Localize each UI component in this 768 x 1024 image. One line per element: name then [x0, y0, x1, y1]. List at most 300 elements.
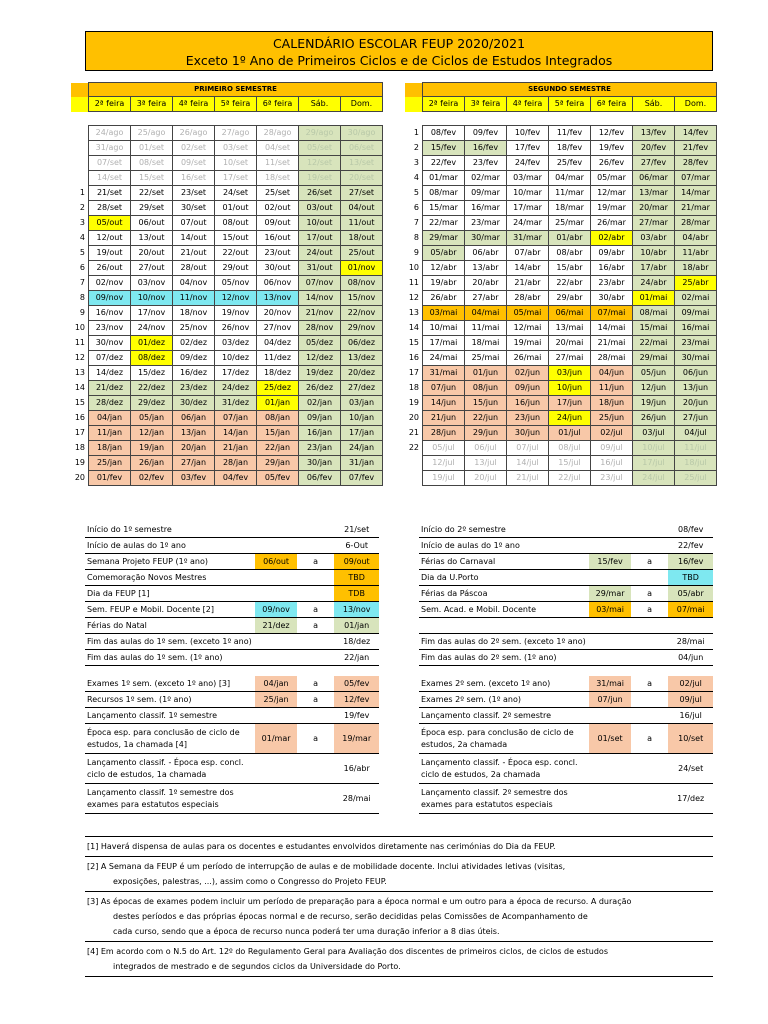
info-row	[85, 754, 379, 784]
date-cell: 29/mai	[633, 351, 675, 366]
date-cell: 17/mar	[507, 201, 549, 216]
date-cell: 22/set	[131, 186, 173, 201]
info-start-date	[589, 708, 631, 724]
calendar-title: CALENDÁRIO ESCOLAR FEUP 2020/2021	[272, 36, 526, 51]
week-number: 7	[79, 278, 85, 287]
info-row	[85, 708, 379, 724]
week-row	[71, 441, 383, 456]
date-cell: 10/out	[299, 216, 341, 231]
date-cell: 24/abr	[633, 276, 675, 291]
info-label: Sem. Acad. e Mobil. Docente	[419, 602, 589, 618]
date-cell: 04/jan	[89, 411, 131, 426]
info-row	[419, 538, 713, 554]
info-start-date	[589, 754, 631, 784]
info-range-sep	[631, 650, 669, 666]
date-cell: 16/mai	[675, 321, 717, 336]
date-cell: 16/dez	[173, 366, 215, 381]
date-cell: 30/set	[173, 201, 215, 216]
week-number: 3	[79, 218, 85, 227]
first-semester-info-table	[85, 522, 379, 814]
info-range-sep	[631, 570, 669, 586]
date-cell: 22/fev	[423, 156, 465, 171]
date-cell: 03/jul	[633, 426, 675, 441]
date-cell: 08/mar	[423, 186, 465, 201]
week-number: 11	[74, 338, 85, 347]
week-row	[71, 351, 383, 366]
date-cell: 22/nov	[341, 306, 383, 321]
weekday-label: 3ª feira	[465, 97, 507, 112]
semester-header-row	[405, 83, 717, 97]
date-cell: 24/out	[299, 246, 341, 261]
info-start-date	[255, 522, 297, 538]
info-start-date: 21/dez	[255, 618, 297, 634]
date-cell: 26/out	[89, 261, 131, 276]
date-cell: 18/dez	[257, 366, 299, 381]
info-start-date: 31/mai	[589, 676, 631, 692]
date-cell: 16/out	[257, 231, 299, 246]
info-label: Fim das aulas do 1º sem. (1º ano)	[85, 650, 255, 666]
date-cell: 02/nov	[89, 276, 131, 291]
weekday-label: Sáb.	[299, 97, 341, 112]
week-number: 5	[79, 248, 85, 257]
date-cell: 08/set	[131, 156, 173, 171]
weekday-header-row	[405, 97, 717, 112]
info-range-sep	[631, 754, 669, 784]
info-row	[85, 602, 379, 618]
date-cell: 22/dez	[131, 381, 173, 396]
date-cell: 11/abr	[675, 246, 717, 261]
date-cell: 23/fev	[465, 156, 507, 171]
info-end-date: TDB	[334, 586, 379, 602]
date-cell: 03/dez	[215, 336, 257, 351]
date-cell: 04/mar	[549, 171, 591, 186]
date-cell: 10/abr	[633, 246, 675, 261]
week-row	[405, 126, 717, 141]
date-cell: 10/mar	[507, 186, 549, 201]
date-cell: 04/dez	[257, 336, 299, 351]
info-label: Início do 1º semestre	[85, 522, 255, 538]
week-row	[405, 291, 717, 306]
week-number	[405, 456, 423, 471]
date-cell: 21/jun	[423, 411, 465, 426]
date-cell: 19/mar	[591, 201, 633, 216]
date-cell: 09/abr	[591, 246, 633, 261]
date-cell: 10/jan	[341, 411, 383, 426]
date-cell: 02/mai	[675, 291, 717, 306]
week-number: 6	[413, 203, 419, 212]
week-row	[71, 246, 383, 261]
date-cell: 18/mar	[549, 201, 591, 216]
date-cell: 23/jul	[591, 471, 633, 486]
date-cell: 04/set	[257, 141, 299, 156]
info-start-date: 04/jan	[255, 676, 297, 692]
week-row	[71, 396, 383, 411]
info-row	[419, 708, 713, 724]
date-cell: 29/set	[131, 201, 173, 216]
info-start-date	[589, 538, 631, 554]
week-row	[71, 426, 383, 441]
date-cell: 23/abr	[591, 276, 633, 291]
date-cell: 23/dez	[173, 381, 215, 396]
week-number: 5	[413, 188, 419, 197]
info-label: Lançamento classif. 1º semestre dos exames para estatutos especiais	[85, 784, 255, 814]
info-start-date: 29/mar	[589, 586, 631, 602]
date-cell: 17/dez	[215, 366, 257, 381]
info-end-date: 18/dez	[334, 634, 379, 650]
date-cell: 17/abr	[633, 261, 675, 276]
footnote-text: [3] As épocas de exames podem incluir um período de preparação para a época normal e um outro para a época de recurso. A duração	[87, 897, 632, 906]
date-cell: 30/mar	[465, 231, 507, 246]
info-end-date: 09/jul	[668, 692, 713, 708]
week-number	[405, 471, 423, 486]
date-cell: 01/mai	[633, 291, 675, 306]
date-cell: 15/nov	[341, 291, 383, 306]
week-row	[405, 411, 717, 426]
date-cell: 08/jun	[465, 381, 507, 396]
week-row	[405, 441, 717, 456]
info-label: Lançamento classif. - Época esp. concl. ciclo de estudos, 1a chamada	[85, 754, 255, 784]
week-number: 3	[413, 158, 419, 167]
date-cell: 26/jun	[633, 411, 675, 426]
date-cell: 19/fev	[591, 141, 633, 156]
week-number: 2	[413, 143, 419, 152]
date-cell: 11/mai	[465, 321, 507, 336]
info-label: Semana Projeto FEUP (1º ano)	[85, 554, 255, 570]
date-cell: 05/nov	[215, 276, 257, 291]
date-cell: 07/out	[173, 216, 215, 231]
date-cell: 08/out	[215, 216, 257, 231]
date-cell: 03/abr	[633, 231, 675, 246]
date-cell: 25/mar	[549, 216, 591, 231]
date-cell: 31/ago	[89, 141, 131, 156]
date-cell: 31/mar	[507, 231, 549, 246]
date-cell: 14/nov	[299, 291, 341, 306]
info-range-sep: a	[297, 554, 335, 570]
week-row	[71, 126, 383, 141]
info-row	[85, 570, 379, 586]
week-row	[405, 156, 717, 171]
date-cell: 14/jul	[507, 456, 549, 471]
date-cell: 01/abr	[549, 231, 591, 246]
info-start-date: 07/jun	[589, 692, 631, 708]
info-range-sep	[297, 570, 335, 586]
info-range-sep	[297, 754, 335, 784]
date-cell: 27/abr	[465, 291, 507, 306]
info-start-date	[589, 570, 631, 586]
date-cell: 13/jan	[173, 426, 215, 441]
date-cell: 28/ago	[257, 126, 299, 141]
info-label: Início de aulas do 1º ano	[85, 538, 255, 554]
date-cell: 03/out	[299, 201, 341, 216]
footnote-continuation: cada curso, sendo que a época de recurso nunca poderá ter uma duração inferior a 8 dias úteis.	[113, 927, 500, 936]
week-number: 14	[408, 323, 419, 332]
date-cell: 23/nov	[89, 321, 131, 336]
date-cell: 23/set	[173, 186, 215, 201]
info-row	[85, 650, 379, 666]
date-cell: 07/jun	[423, 381, 465, 396]
week-row	[405, 366, 717, 381]
date-cell: 24/mai	[423, 351, 465, 366]
week-row	[405, 171, 717, 186]
info-end-date: 19/fev	[334, 708, 379, 724]
info-start-date	[589, 650, 631, 666]
date-cell: 24/mar	[507, 216, 549, 231]
date-cell: 05/abr	[423, 246, 465, 261]
week-row	[71, 186, 383, 201]
date-cell: 24/jul	[633, 471, 675, 486]
date-cell: 11/set	[257, 156, 299, 171]
info-label	[419, 618, 589, 634]
semester-label: PRIMEIRO SEMESTRE	[89, 83, 383, 97]
date-cell: 15/jan	[257, 426, 299, 441]
date-cell: 27/dez	[341, 381, 383, 396]
info-row	[85, 586, 379, 602]
date-cell: 30/jun	[507, 426, 549, 441]
week-number	[71, 156, 89, 171]
weekday-label: Sáb.	[633, 97, 675, 112]
date-cell: 14/jun	[423, 396, 465, 411]
date-cell: 24/fev	[507, 156, 549, 171]
date-cell: 07/jan	[215, 411, 257, 426]
week-row	[405, 186, 717, 201]
date-cell: 28/out	[173, 261, 215, 276]
week-row	[405, 231, 717, 246]
date-cell: 26/ago	[173, 126, 215, 141]
date-cell: 20/abr	[465, 276, 507, 291]
date-cell: 12/mar	[591, 186, 633, 201]
info-label: Férias do Carnaval	[419, 554, 589, 570]
info-range-sep	[631, 692, 669, 708]
date-cell: 01/jan	[257, 396, 299, 411]
second-semester-calendar	[405, 82, 717, 486]
date-cell: 21/jul	[507, 471, 549, 486]
info-label: Época esp. para conclusão de ciclo de estudos, 2a chamada	[419, 724, 589, 754]
date-cell: 06/nov	[257, 276, 299, 291]
date-cell: 18/nov	[173, 306, 215, 321]
info-end-date: 24/set	[668, 754, 713, 784]
info-label: Exames 2º sem. (1º ano)	[419, 692, 589, 708]
date-cell: 16/fev	[465, 141, 507, 156]
date-cell: 13/dez	[341, 351, 383, 366]
date-cell: 13/nov	[257, 291, 299, 306]
week-row	[405, 381, 717, 396]
date-cell: 13/mar	[633, 186, 675, 201]
date-cell: 18/jun	[591, 396, 633, 411]
date-cell: 09/jan	[299, 411, 341, 426]
date-cell: 04/jul	[675, 426, 717, 441]
date-cell: 13/mai	[549, 321, 591, 336]
date-cell: 25/set	[257, 186, 299, 201]
date-cell: 27/mai	[549, 351, 591, 366]
date-cell: 07/dez	[89, 351, 131, 366]
date-cell: 29/jun	[465, 426, 507, 441]
week-row	[71, 471, 383, 486]
info-label: Fim das aulas do 2º sem. (exceto 1º ano)	[419, 634, 589, 650]
date-cell: 29/abr	[549, 291, 591, 306]
date-cell: 06/set	[341, 141, 383, 156]
date-cell: 23/out	[257, 246, 299, 261]
info-range-sep: a	[297, 602, 335, 618]
info-end-date: 16/jul	[668, 708, 713, 724]
week-row	[71, 171, 383, 186]
date-cell: 01/set	[131, 141, 173, 156]
info-end-date: 16/abr	[334, 754, 379, 784]
date-cell: 30/out	[257, 261, 299, 276]
info-label: Início de aulas do 1º ano	[419, 538, 589, 554]
footnote-text: [2] A Semana da FEUP é um período de interrupção de aulas e de mobilidade docente. Inclui atividades letivas (visitas,	[87, 862, 566, 871]
date-cell: 16/nov	[89, 306, 131, 321]
date-cell: 11/mar	[549, 186, 591, 201]
week-number: 9	[79, 308, 85, 317]
weekday-label: 6ª feira	[591, 97, 633, 112]
week-row	[71, 366, 383, 381]
info-range-sep: a	[297, 676, 335, 692]
info-range-sep	[631, 708, 669, 724]
date-cell: 06/out	[131, 216, 173, 231]
date-cell: 13/jul	[465, 456, 507, 471]
date-cell: 21/dez	[89, 381, 131, 396]
date-cell: 14/set	[89, 171, 131, 186]
date-cell: 26/abr	[423, 291, 465, 306]
info-row	[85, 538, 379, 554]
date-cell: 20/jul	[465, 471, 507, 486]
date-cell: 05/out	[89, 216, 131, 231]
date-cell: 22/jun	[465, 411, 507, 426]
date-cell: 31/out	[299, 261, 341, 276]
info-end-date: 01/jan	[334, 618, 379, 634]
week-number: 19	[408, 398, 419, 407]
date-cell: 25/fev	[549, 156, 591, 171]
date-cell: 03/nov	[131, 276, 173, 291]
info-start-date	[255, 650, 297, 666]
date-cell: 15/set	[131, 171, 173, 186]
date-cell: 15/dez	[131, 366, 173, 381]
date-cell: 30/jan	[299, 456, 341, 471]
date-cell: 03/jun	[549, 366, 591, 381]
weekday-label: 6ª feira	[257, 97, 299, 112]
date-cell: 25/ago	[131, 126, 173, 141]
date-cell: 04/abr	[675, 231, 717, 246]
info-row	[85, 554, 379, 570]
date-cell: 04/nov	[173, 276, 215, 291]
date-cell: 24/nov	[131, 321, 173, 336]
date-cell: 28/mar	[675, 216, 717, 231]
week-row	[405, 336, 717, 351]
date-cell: 11/dez	[257, 351, 299, 366]
info-start-date: 03/mai	[589, 602, 631, 618]
info-end-date: 10/set	[668, 724, 713, 754]
date-cell: 22/out	[215, 246, 257, 261]
info-label: Início do 2º semestre	[419, 522, 589, 538]
week-number: 2	[79, 203, 85, 212]
week-number: 20	[74, 473, 85, 482]
date-cell: 28/abr	[507, 291, 549, 306]
week-number: 22	[408, 443, 419, 452]
info-row	[419, 586, 713, 602]
info-end-date: 6-Out	[334, 538, 379, 554]
weekday-label: 5ª feira	[549, 97, 591, 112]
date-cell: 02/fev	[131, 471, 173, 486]
date-cell: 02/mar	[465, 171, 507, 186]
date-cell: 05/fev	[257, 471, 299, 486]
date-cell: 07/jul	[507, 441, 549, 456]
date-cell: 06/jun	[675, 366, 717, 381]
date-cell: 21/mai	[591, 336, 633, 351]
info-row	[85, 634, 379, 650]
footnote-continuation: exposições, palestras, ...), assim como o Congresso do Projeto FEUP.	[113, 877, 387, 886]
date-cell: 18/jan	[89, 441, 131, 456]
date-cell: 25/abr	[675, 276, 717, 291]
date-cell: 12/fev	[591, 126, 633, 141]
footnote-continuation: destes períodos e das próprias épocas normal e de recurso, serão decididas pelas Comissões de Acompanhamento de	[113, 912, 588, 921]
date-cell: 28/jan	[215, 456, 257, 471]
date-cell: 06/jan	[173, 411, 215, 426]
date-cell: 09/dez	[173, 351, 215, 366]
date-cell: 25/jun	[591, 411, 633, 426]
date-cell: 08/dez	[131, 351, 173, 366]
info-label: Lançamento classif. 1º semestre	[85, 708, 255, 724]
week-number: 1	[413, 128, 419, 137]
date-cell: 10/jul	[633, 441, 675, 456]
date-cell: 09/out	[257, 216, 299, 231]
date-cell: 09/mai	[675, 306, 717, 321]
date-cell: 01/out	[215, 201, 257, 216]
info-range-sep	[297, 784, 335, 814]
info-row	[85, 692, 379, 708]
info-end-date: 07/mai	[668, 602, 713, 618]
date-cell: 26/mar	[591, 216, 633, 231]
date-cell: 18/mai	[465, 336, 507, 351]
date-cell: 12/abr	[423, 261, 465, 276]
date-cell: 28/mai	[591, 351, 633, 366]
date-cell: 10/set	[215, 156, 257, 171]
info-end-date: 28/mai	[334, 784, 379, 814]
date-cell: 06/abr	[465, 246, 507, 261]
date-cell: 22/jan	[257, 441, 299, 456]
date-cell: 04/out	[341, 201, 383, 216]
date-cell: 17/jun	[549, 396, 591, 411]
date-cell: 10/jun	[549, 381, 591, 396]
week-number: 4	[413, 173, 419, 182]
date-cell: 23/mai	[675, 336, 717, 351]
date-cell: 19/abr	[423, 276, 465, 291]
date-cell: 17/out	[299, 231, 341, 246]
date-cell: 13/out	[131, 231, 173, 246]
date-cell: 21/mar	[675, 201, 717, 216]
calendar-subtitle: Exceto 1º Ano de Primeiros Ciclos e de Ciclos de Estudos Integrados	[185, 53, 613, 68]
info-start-date: 01/set	[589, 724, 631, 754]
info-start-date	[255, 634, 297, 650]
info-row	[419, 650, 713, 666]
week-row	[405, 456, 717, 471]
week-number: 16	[74, 413, 85, 422]
date-cell: 12/mai	[507, 321, 549, 336]
date-cell: 02/abr	[591, 231, 633, 246]
footnote-continuation: integrados de mestrado e de segundos ciclos da Universidade do Porto.	[113, 962, 401, 971]
week-row	[71, 156, 383, 171]
date-cell: 19/out	[89, 246, 131, 261]
date-cell: 09/jun	[507, 381, 549, 396]
date-cell: 06/mar	[633, 171, 675, 186]
week-number: 4	[79, 233, 85, 242]
info-row	[85, 784, 379, 814]
week-row	[405, 246, 717, 261]
date-cell: 08/nov	[341, 276, 383, 291]
date-cell: 17/nov	[131, 306, 173, 321]
info-row	[419, 618, 713, 634]
info-range-sep	[631, 522, 669, 538]
week-number: 15	[74, 398, 85, 407]
